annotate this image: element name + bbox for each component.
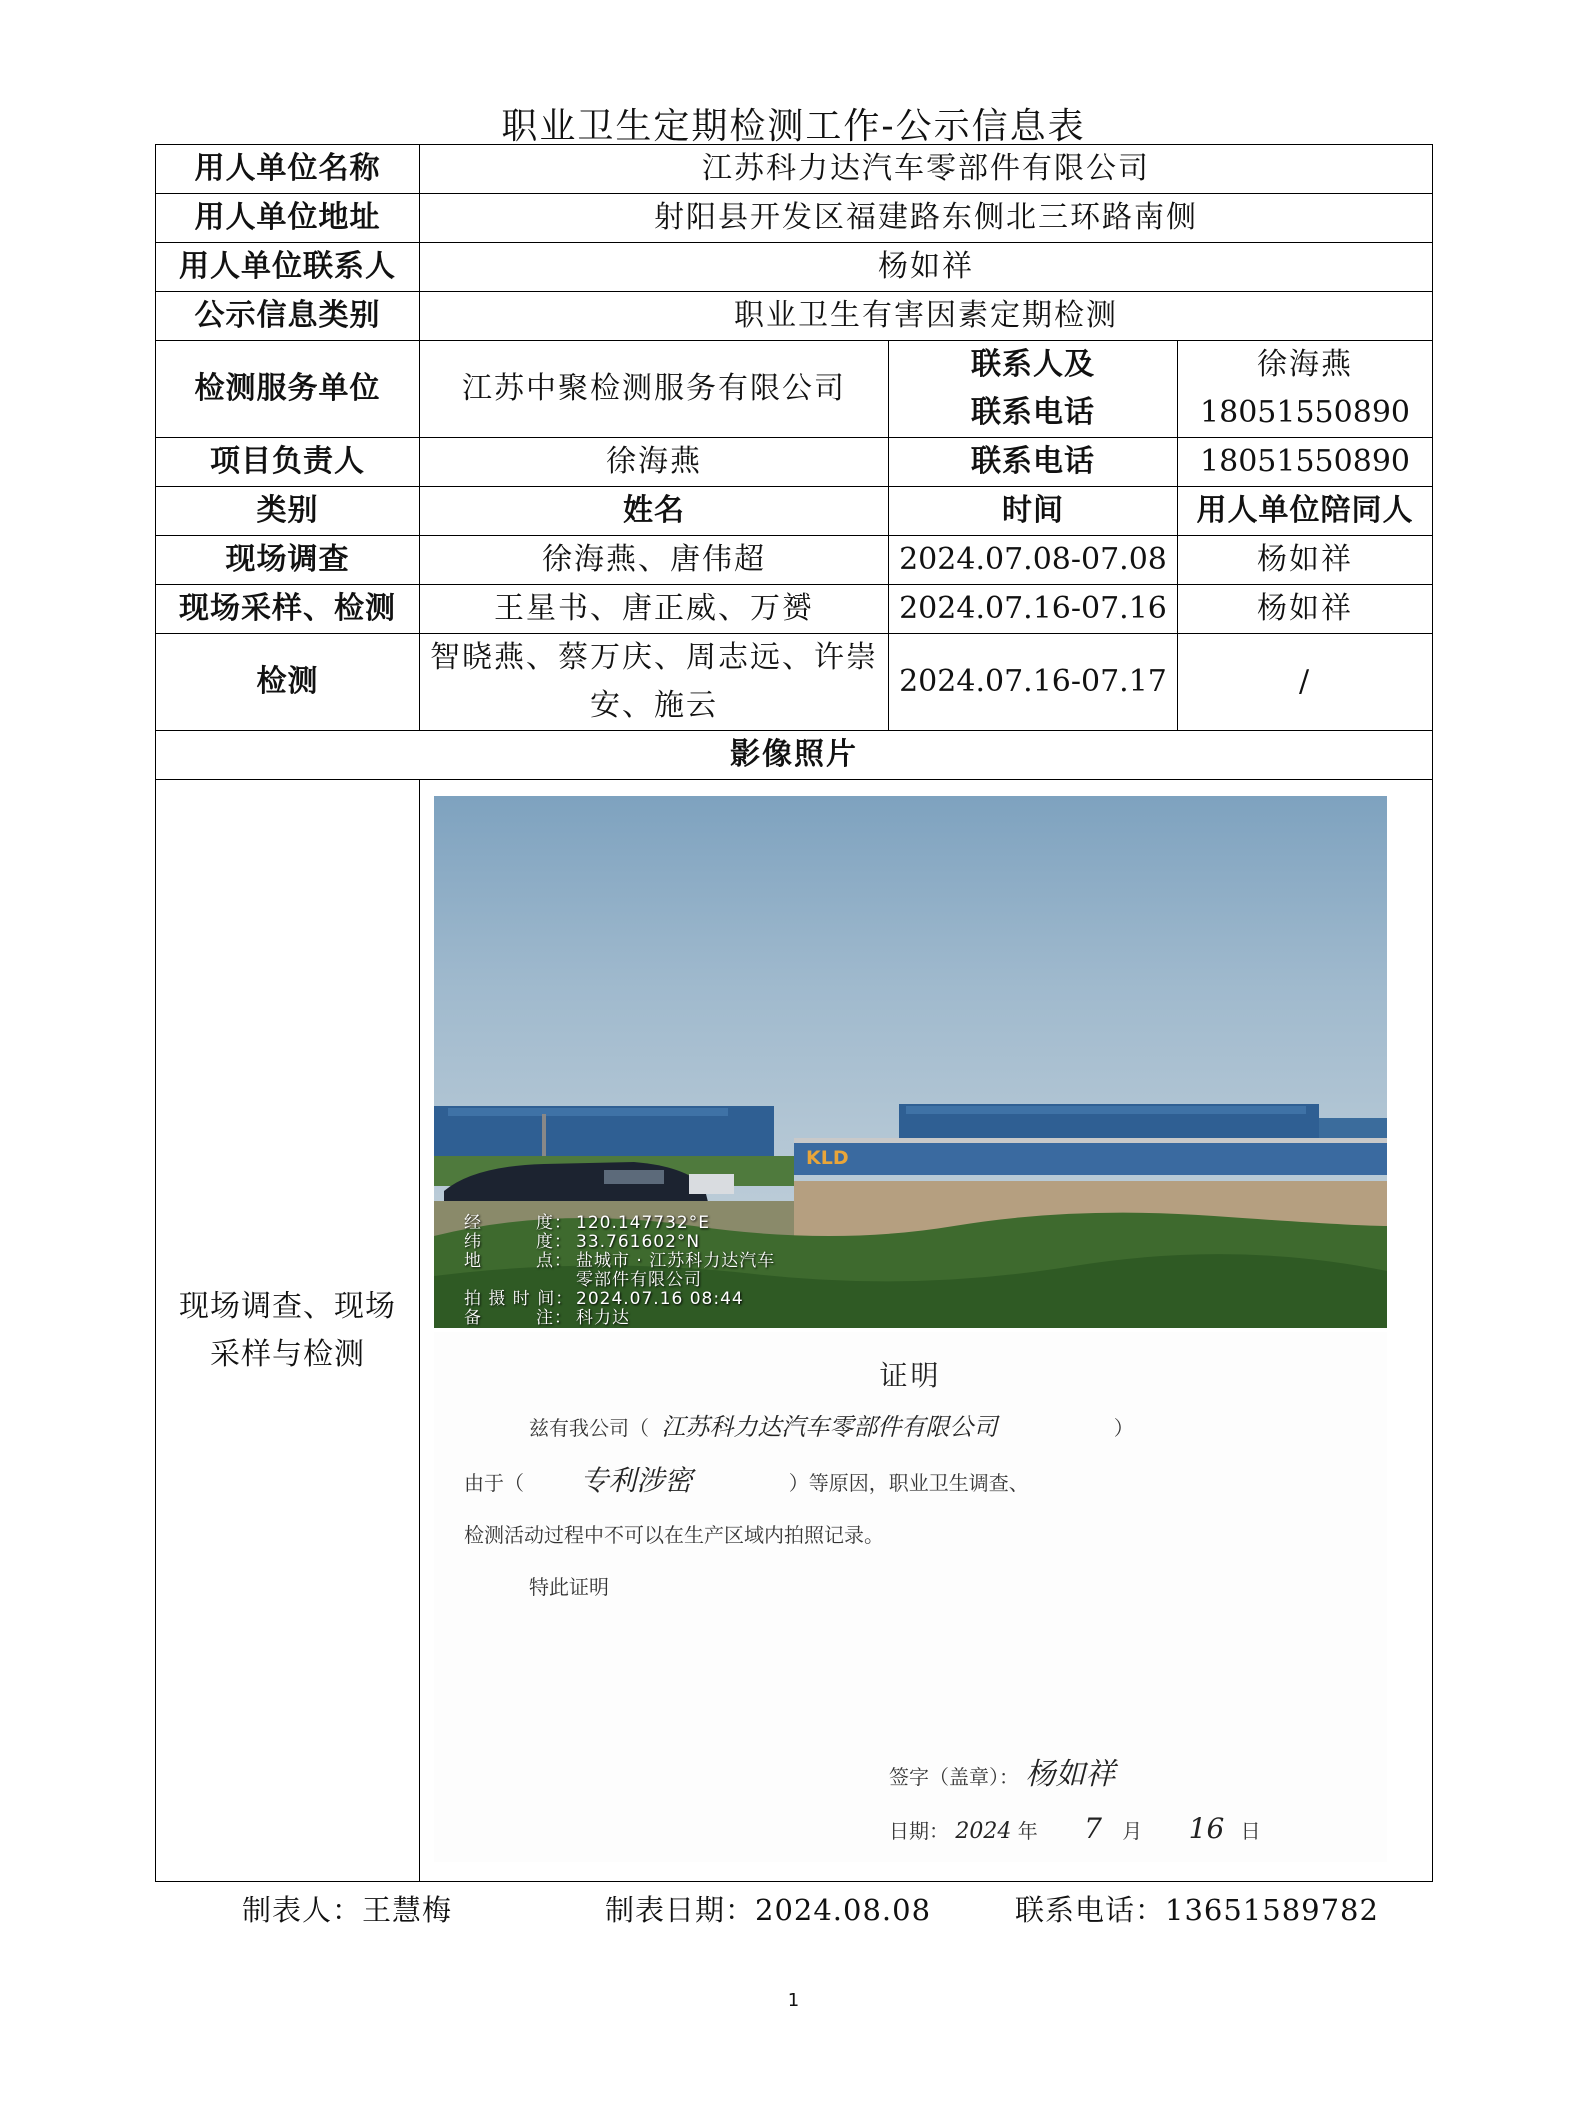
footer-maker: 制表人：王慧梅 bbox=[242, 1893, 453, 1927]
contact-phone-label bbox=[889, 341, 1178, 438]
employer-contact-label: 用人单位联系人 bbox=[156, 243, 420, 292]
row-employer-address bbox=[156, 194, 1433, 243]
photo-watermark bbox=[464, 1214, 775, 1328]
row-category: 现场调查 bbox=[156, 536, 420, 585]
watermark-note-label: 备 注： bbox=[464, 1308, 572, 1328]
employer-contact: 杨如祥 bbox=[420, 243, 1433, 292]
row-project-lead bbox=[156, 438, 1433, 487]
info-table bbox=[155, 144, 1433, 1882]
certificate-line4: 特此证明 bbox=[529, 1575, 609, 1599]
project-lead-label: 项目负责人 bbox=[156, 438, 420, 487]
factory-roof-right bbox=[906, 1106, 1306, 1114]
contact-phone-label-line2: 联系电话 bbox=[971, 395, 1095, 430]
certificate-company-handwritten: 江苏科力达汽车零部件有限公司 bbox=[661, 1413, 998, 1441]
photo-row-label-line2: 采样与检测 bbox=[210, 1336, 365, 1372]
watermark-time-label: 拍 摄 时 间： bbox=[464, 1289, 574, 1309]
footer-phone: 联系电话：13651589782 bbox=[1015, 1893, 1379, 1927]
certificate-reason-handwritten: 专利涉密 bbox=[580, 1464, 693, 1497]
car-window bbox=[604, 1170, 664, 1184]
watermark-lat: 33.761602°N bbox=[576, 1232, 701, 1252]
row-companion: 杨如祥 bbox=[1178, 536, 1433, 585]
watermark-time: 2024.07.16 08:44 bbox=[576, 1289, 744, 1309]
row-time: 2024.07.16-07.17 bbox=[889, 634, 1178, 731]
photo-section-title: 影像照片 bbox=[156, 731, 1433, 780]
lead-phone: 18051550890 bbox=[1178, 438, 1433, 487]
photo-row-label bbox=[156, 780, 420, 1882]
company-sign-wall bbox=[794, 1141, 1387, 1175]
table-row bbox=[156, 585, 1433, 634]
certificate-line1-suffix: ） bbox=[1113, 1416, 1134, 1440]
row-names: 王星书、唐正威、万赟 bbox=[420, 585, 889, 634]
row-employer-name bbox=[156, 145, 1433, 194]
contact-phone: 18051550890 bbox=[1200, 395, 1410, 430]
row-time: 2024.07.08-07.08 bbox=[889, 536, 1178, 585]
certificate-date bbox=[889, 1812, 1261, 1845]
row-employer-contact bbox=[156, 243, 1433, 292]
date-day-unit: 日 bbox=[1240, 1819, 1261, 1843]
watermark-place-line2: 零部件有限公司 bbox=[576, 1270, 702, 1290]
photo-row bbox=[156, 780, 1433, 1882]
header-time: 时间 bbox=[889, 487, 1178, 536]
employer-name: 江苏科力达汽车零部件有限公司 bbox=[420, 145, 1433, 194]
photo-cell bbox=[420, 780, 1433, 1882]
watermark-place-label: 地 点： bbox=[464, 1251, 572, 1271]
row-companion: / bbox=[1178, 634, 1433, 731]
watermark-lat-label: 纬 度： bbox=[464, 1232, 572, 1252]
certificate-line2-prefix: 由于（ bbox=[464, 1471, 524, 1495]
row-companion: 杨如祥 bbox=[1178, 585, 1433, 634]
row-names: 徐海燕、唐伟超 bbox=[420, 536, 889, 585]
certificate-sign-label: 签字（盖章）： bbox=[889, 1765, 1019, 1789]
footer-date: 制表日期：2024.08.08 bbox=[605, 1893, 932, 1927]
employer-address: 射阳县开发区福建路东侧北三环路南侧 bbox=[420, 194, 1433, 243]
white-car bbox=[689, 1174, 734, 1194]
site-photo bbox=[434, 796, 1387, 1328]
certificate-date-label: 日期： bbox=[889, 1819, 949, 1843]
certificate-signature bbox=[889, 1757, 1116, 1792]
page-number: 1 bbox=[787, 1990, 800, 2011]
contact-info bbox=[1178, 341, 1433, 438]
contact-phone-label-line1: 联系人及 bbox=[971, 347, 1095, 382]
certificate-line1-prefix: 兹有我公司（ bbox=[529, 1416, 649, 1440]
header-companion: 用人单位陪同人 bbox=[1178, 487, 1433, 536]
row-names bbox=[420, 634, 889, 731]
row-names-line1: 智晓燕、蔡万庆、周志远、许崇 bbox=[430, 640, 878, 675]
date-year-unit: 年 bbox=[1017, 1819, 1038, 1843]
certificate-line2 bbox=[464, 1464, 1029, 1497]
employer-address-label: 用人单位地址 bbox=[156, 194, 420, 243]
service-unit: 江苏中聚检测服务有限公司 bbox=[420, 341, 889, 438]
certificate-title: 证明 bbox=[879, 1359, 942, 1392]
signature-handwritten: 杨如祥 bbox=[1025, 1757, 1116, 1792]
certificate-line3: 检测活动过程中不可以在生产区域内拍照记录。 bbox=[464, 1523, 884, 1547]
row-category: 检测 bbox=[156, 634, 420, 731]
sign-wall-cap bbox=[794, 1138, 1387, 1143]
row-time: 2024.07.16-07.16 bbox=[889, 585, 1178, 634]
table-row bbox=[156, 634, 1433, 731]
date-day-handwritten: 16 bbox=[1188, 1812, 1225, 1845]
watermark-note: 科力达 bbox=[576, 1308, 630, 1328]
photo-row-label-line1: 现场调查、现场 bbox=[179, 1288, 396, 1324]
schedule-header-row bbox=[156, 487, 1433, 536]
date-year-handwritten: 2024 bbox=[955, 1819, 1012, 1844]
date-month-handwritten: 7 bbox=[1084, 1812, 1102, 1845]
photo-section-header bbox=[156, 731, 1433, 780]
watermark-place: 盐城市 · 江苏科力达汽车 bbox=[576, 1251, 776, 1271]
certificate-scan bbox=[434, 1332, 1387, 1862]
service-unit-label: 检测服务单位 bbox=[156, 341, 420, 438]
date-month-unit: 月 bbox=[1122, 1819, 1143, 1843]
category-value: 职业卫生有害因素定期检测 bbox=[420, 292, 1433, 341]
page-title: 职业卫生定期检测工作-公示信息表 bbox=[501, 106, 1086, 147]
employer-name-label: 用人单位名称 bbox=[156, 145, 420, 194]
header-names: 姓名 bbox=[420, 487, 889, 536]
row-service-unit bbox=[156, 341, 1433, 438]
table-row bbox=[156, 536, 1433, 585]
watermark-lon-label: 经 度： bbox=[464, 1213, 572, 1233]
project-lead: 徐海燕 bbox=[420, 438, 889, 487]
lead-phone-label: 联系电话 bbox=[889, 438, 1178, 487]
certificate-line2-suffix: ）等原因，职业卫生调查、 bbox=[788, 1471, 1029, 1495]
header-category: 类别 bbox=[156, 487, 420, 536]
watermark-lon: 120.147732°E bbox=[576, 1213, 710, 1233]
row-category: 现场采样、检测 bbox=[156, 585, 420, 634]
category-label: 公示信息类别 bbox=[156, 292, 420, 341]
contact-name: 徐海燕 bbox=[1257, 347, 1354, 382]
row-names-line2: 安、施云 bbox=[590, 688, 718, 723]
factory-roof-left bbox=[448, 1108, 728, 1116]
sign-logo: KLD bbox=[806, 1147, 849, 1169]
certificate-line1 bbox=[529, 1414, 1134, 1441]
row-category bbox=[156, 292, 1433, 341]
